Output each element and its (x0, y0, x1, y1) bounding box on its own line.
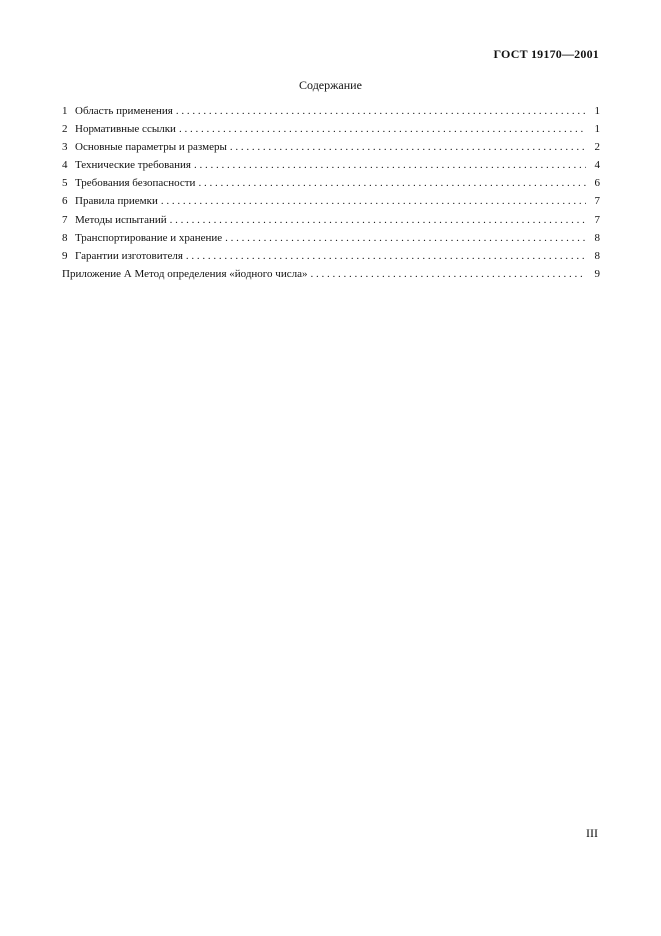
toc-item-acceptance[interactable] (62, 194, 600, 212)
toc-item-page: 1 (594, 105, 600, 117)
toc-item-technical-requirements[interactable] (62, 158, 600, 176)
toc-item-parameters[interactable] (62, 140, 600, 158)
dot-leader (194, 158, 586, 172)
dot-leader (161, 194, 586, 208)
toc-item-page: 8 (594, 249, 600, 262)
toc-item-page: 4 (594, 159, 600, 172)
dot-leader (198, 176, 586, 190)
toc-item-number: 7 (62, 213, 68, 226)
page-number: III (586, 826, 598, 840)
toc-item-safety[interactable] (62, 176, 600, 194)
dot-leader (310, 267, 586, 281)
toc-item-label: Приложение А Метод определения «йодного числа» (62, 267, 308, 280)
toc-item-page: 9 (594, 267, 600, 280)
toc-item-test-methods[interactable] (62, 213, 600, 231)
dot-leader (170, 213, 586, 227)
dot-leader (179, 122, 586, 136)
toc-item-label: Технические требования (75, 159, 191, 172)
toc-item-label: Область применения (75, 105, 173, 117)
dot-leader (230, 140, 586, 154)
toc-item-page: 7 (594, 213, 600, 226)
toc-item-label: Гарантии изготовителя (75, 249, 183, 262)
toc-item-normative-references[interactable] (62, 122, 600, 140)
toc-item-page: 1 (594, 123, 600, 136)
toc-item-label: Методы испытаний (75, 213, 167, 226)
standard-code-header: ГОСТ 19170—2001 (493, 47, 599, 61)
toc-title: Содержание (299, 78, 362, 92)
toc-item-page: 7 (594, 195, 600, 208)
toc-item-page: 8 (594, 231, 600, 244)
toc-item-number: 2 (62, 123, 68, 136)
table-of-contents (62, 104, 600, 285)
toc-item-label: Требования безопасности (75, 177, 196, 190)
toc-item-number: 9 (62, 249, 68, 262)
toc-item-number: 8 (62, 231, 68, 244)
toc-item-appendix-a[interactable] (62, 267, 600, 285)
toc-item-warranty[interactable] (62, 249, 600, 267)
dot-leader (225, 231, 586, 245)
toc-item-page: 6 (594, 177, 600, 190)
toc-item-number: 3 (62, 141, 68, 154)
dot-leader (186, 249, 586, 263)
toc-item-number: 1 (62, 105, 68, 117)
toc-item-number: 6 (62, 195, 68, 208)
dot-leader (176, 104, 586, 118)
toc-item-label: Транспортирование и хранение (75, 231, 223, 244)
toc-item-number: 5 (62, 177, 68, 190)
toc-item-label: Правила приемки (75, 195, 158, 208)
toc-item-label: Основные параметры и размеры (75, 141, 227, 154)
toc-item-scope[interactable] (62, 104, 600, 122)
toc-item-page: 2 (594, 141, 600, 154)
toc-item-transport-storage[interactable] (62, 231, 600, 249)
toc-item-label: Нормативные ссылки (75, 123, 176, 136)
toc-item-number: 4 (62, 159, 68, 172)
